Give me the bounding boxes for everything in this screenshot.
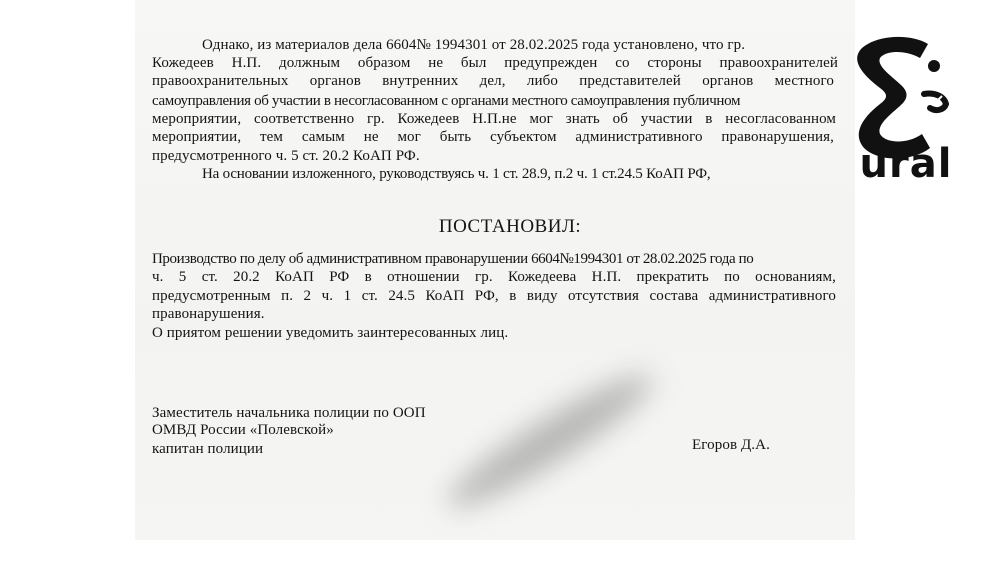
signatory-name: Егоров Д.А. <box>692 437 770 453</box>
paragraph-1-line-6: мероприятии, тем самым не мог быть субъектом административного правонарушения, <box>152 129 834 145</box>
paragraph-3-line-1: Производство по делу об административном правонарушении 6604№1994301 от 28.02.2025 года по <box>152 251 754 267</box>
paragraph-1-line-1: Однако, из материалов дела 6604№ 1994301 от 28.02.2025 года установлено, что гр. <box>202 37 746 53</box>
paragraph-3-line-4: правонарушения. <box>152 306 265 322</box>
paragraph-1-line-7: предусмотренного ч. 5 ст. 20.2 КоАП РФ. <box>152 148 420 164</box>
paragraph-1-line-3: правоохранительных органов внутренних дел, либо представителей органов местного <box>152 73 834 89</box>
paragraph-3-line-2: ч. 5 ст. 20.2 КоАП РФ в отношении гр. Кожедеева Н.П. прекратить по основаниям, <box>152 269 836 285</box>
paragraph-1-line-4: самоуправления об участии в несогласованном с органами местного самоуправления публичном <box>152 93 741 109</box>
signature-position-line-1: Заместитель начальника полиции по ООП <box>152 405 426 421</box>
paragraph-3-line-3: предусмотренным п. 2 ч. 1 ст. 24.5 КоАП РФ, в виду отсутствия состава административного <box>152 288 836 304</box>
cropped-top-line <box>160 10 380 18</box>
paragraph-2: На основании изложенного, руководствуясь ч. 1 ст. 28.9, п.2 ч. 1 ст.24.5 КоАП РФ, <box>202 166 711 182</box>
signature-position-line-3: капитан полиции <box>152 441 264 457</box>
paragraph-4: О приятом решении уведомить заинтересованных лиц. <box>152 325 509 341</box>
paragraph-1-line-5: мероприятии, соответственно гр. Кожедеев Н.П.не мог знать об участии в несогласованном <box>152 111 836 127</box>
signature-position-line-2: ОМВД России «Полевской» <box>152 422 334 438</box>
resolution-heading: ПОСТАНОВИЛ: <box>438 216 582 237</box>
ural-logo-text: ural <box>859 141 953 187</box>
paragraph-1-line-2: Кожедеев Н.П. должным образом не был предупрежден со стороны правоохранителей <box>152 55 838 71</box>
